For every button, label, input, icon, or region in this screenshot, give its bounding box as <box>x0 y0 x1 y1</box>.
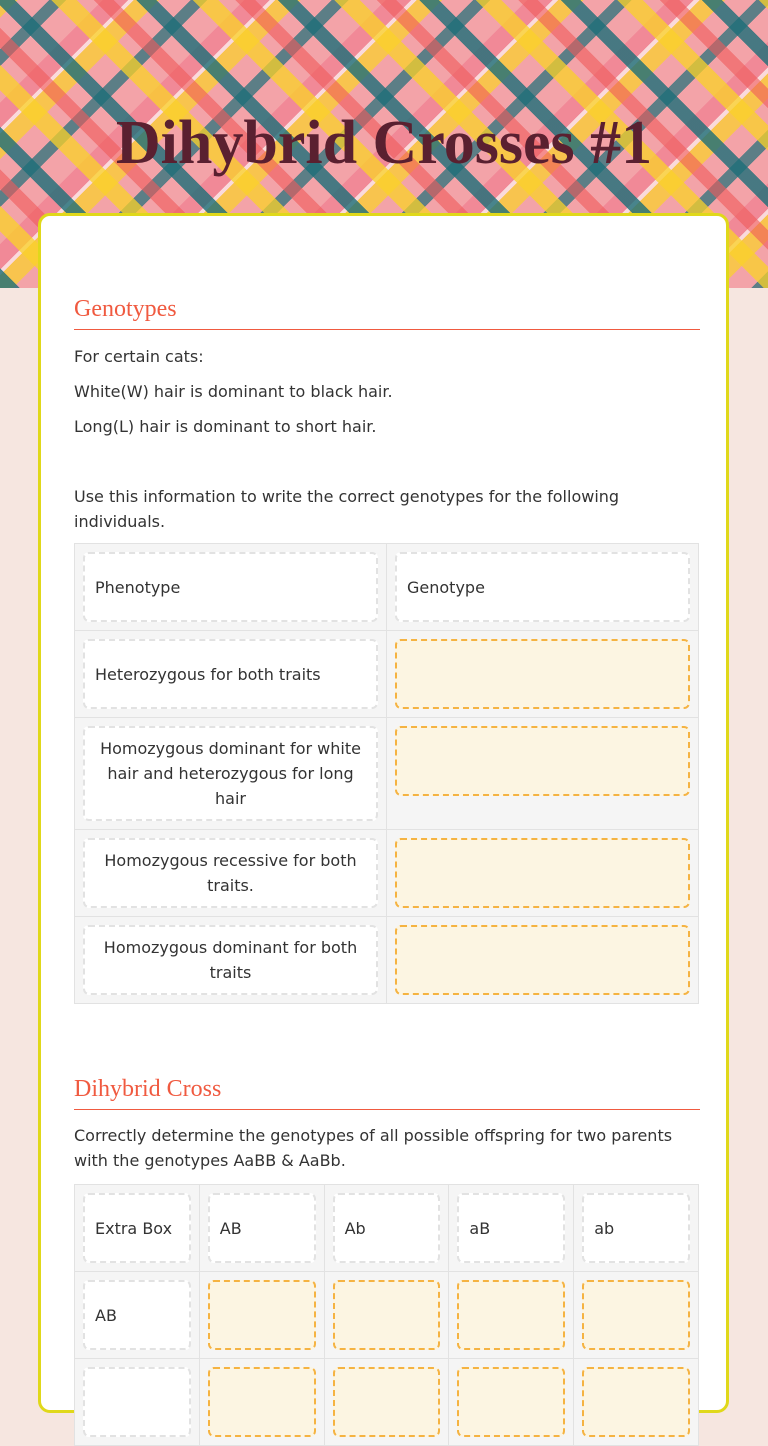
offspring-answer-input[interactable] <box>582 1280 690 1350</box>
instructions: Use this information to write the correct genotypes for the following individuals. <box>74 487 620 531</box>
genotype-table <box>74 543 699 1004</box>
header-phenotype: Phenotype <box>83 552 378 622</box>
header-cell: ab <box>582 1193 690 1263</box>
offspring-answer-input[interactable] <box>333 1367 441 1437</box>
header-cell: Ab <box>333 1193 441 1263</box>
intro-line: White(W) hair is dominant to black hair. <box>74 382 393 401</box>
header-cell: AB <box>208 1193 316 1263</box>
phenotype-cell: Heterozygous for both traits <box>83 639 378 709</box>
table-header-row <box>75 544 699 631</box>
punnett-square <box>74 1184 699 1446</box>
phenotype-cell: Homozygous recessive for both traits. <box>83 838 378 908</box>
intro-line: Long(L) hair is dominant to short hair. <box>74 417 377 436</box>
table-row <box>75 1272 699 1359</box>
table-row <box>75 917 699 1004</box>
table-row <box>75 1359 699 1446</box>
worksheet-card <box>38 213 729 1413</box>
table-row <box>75 830 699 917</box>
instructions: Correctly determine the genotypes of all possible offspring for two parents with the genotypes AaBB & AaBb. <box>74 1126 673 1170</box>
offspring-answer-input[interactable] <box>333 1280 441 1350</box>
header-cell: Extra Box <box>83 1193 191 1263</box>
section-heading-genotypes: Genotypes <box>74 296 700 330</box>
header-cell: aB <box>457 1193 565 1263</box>
genotype-answer-input[interactable] <box>395 639 690 709</box>
phenotype-cell: Homozygous dominant for both traits <box>83 925 378 995</box>
page-title: Dihybrid Crosses #1 <box>115 109 653 177</box>
row-label: AB <box>83 1280 191 1350</box>
offspring-answer-input[interactable] <box>208 1280 316 1350</box>
offspring-answer-input[interactable] <box>582 1367 690 1437</box>
genotype-answer-input[interactable] <box>395 838 690 908</box>
phenotype-cell: Homozygous dominant for white hair and heterozygous for long hair <box>83 726 378 821</box>
header-genotype: Genotype <box>395 552 690 622</box>
genotype-answer-input[interactable] <box>395 925 690 995</box>
table-row <box>75 631 699 718</box>
table-row <box>75 718 699 830</box>
offspring-answer-input[interactable] <box>208 1367 316 1437</box>
offspring-answer-input[interactable] <box>457 1367 565 1437</box>
row-label <box>83 1367 191 1437</box>
genotype-answer-input[interactable] <box>395 726 690 796</box>
intro-line: For certain cats: <box>74 347 204 366</box>
offspring-answer-input[interactable] <box>457 1280 565 1350</box>
section-heading-dihybrid-cross: Dihybrid Cross <box>74 1076 700 1110</box>
table-header-row <box>75 1185 699 1272</box>
